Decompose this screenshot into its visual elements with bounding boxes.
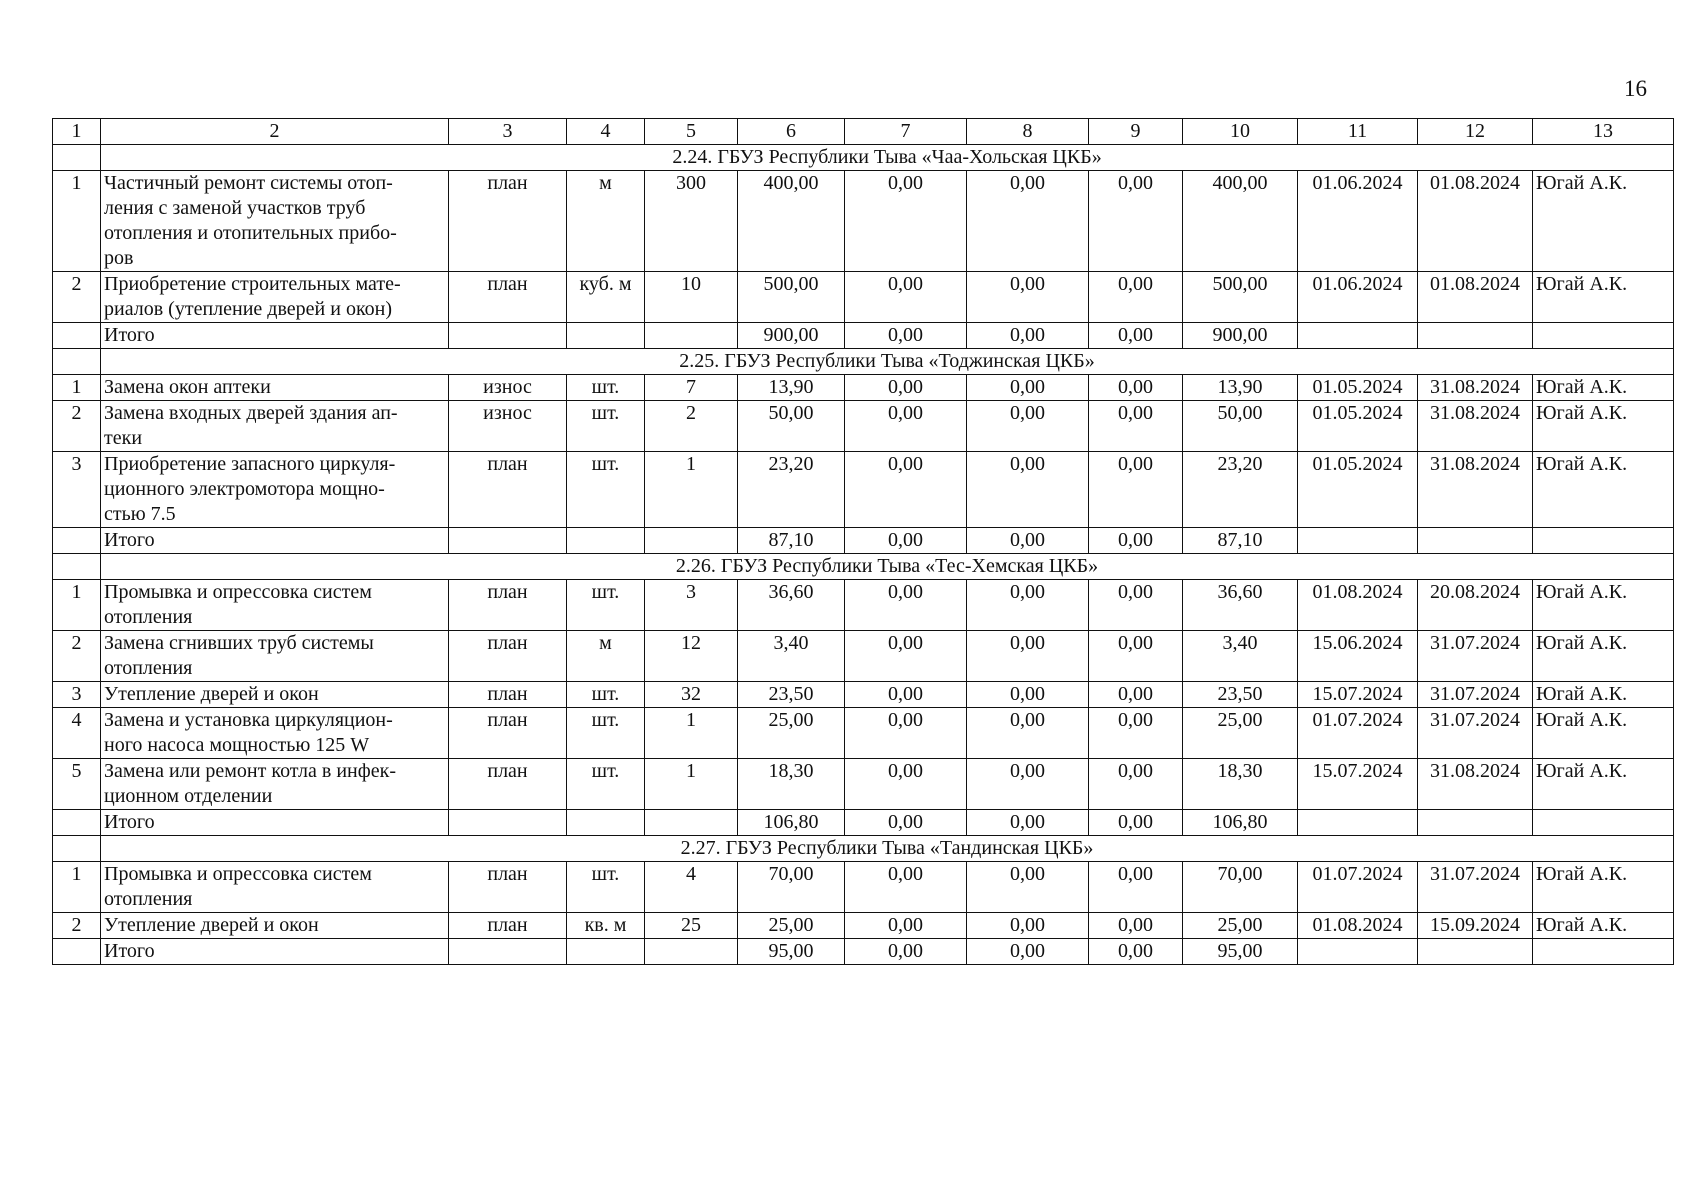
amount-col7: 0,00 xyxy=(845,375,967,401)
total-blank xyxy=(1298,528,1418,554)
table-row xyxy=(53,580,1674,631)
column-header: 12 xyxy=(1418,119,1533,145)
total-c6: 900,00 xyxy=(738,323,845,349)
item-name: Промывка и опрессовка систем отопления xyxy=(101,580,449,631)
amount-col10: 23,50 xyxy=(1183,682,1298,708)
amount-col9: 0,00 xyxy=(1089,580,1183,631)
amount-col6: 36,60 xyxy=(738,580,845,631)
amount-col7: 0,00 xyxy=(845,401,967,452)
section-header-row xyxy=(53,145,1674,171)
amount-col6: 400,00 xyxy=(738,171,845,272)
amount-col9: 0,00 xyxy=(1089,401,1183,452)
amount-col8: 0,00 xyxy=(967,272,1089,323)
amount-col6: 23,50 xyxy=(738,682,845,708)
item-name: Замена входных дверей здания ап- теки xyxy=(101,401,449,452)
section-blank xyxy=(53,836,101,862)
unit: м xyxy=(567,171,645,272)
amount-col7: 0,00 xyxy=(845,759,967,810)
total-c10: 87,10 xyxy=(1183,528,1298,554)
table-body xyxy=(53,119,1674,965)
end-date: 01.08.2024 xyxy=(1418,171,1533,272)
total-label: Итого xyxy=(101,528,449,554)
responsible-person: Югай А.К. xyxy=(1533,862,1674,913)
end-date: 31.08.2024 xyxy=(1418,375,1533,401)
amount-col6: 500,00 xyxy=(738,272,845,323)
amount-col9: 0,00 xyxy=(1089,272,1183,323)
total-blank xyxy=(53,939,101,965)
start-date: 15.07.2024 xyxy=(1298,759,1418,810)
table-row xyxy=(53,631,1674,682)
row-number: 1 xyxy=(53,375,101,401)
amount-col8: 0,00 xyxy=(967,375,1089,401)
total-c10: 106,80 xyxy=(1183,810,1298,836)
total-c8: 0,00 xyxy=(967,323,1089,349)
unit: шт. xyxy=(567,375,645,401)
end-date: 15.09.2024 xyxy=(1418,913,1533,939)
responsible-person: Югай А.К. xyxy=(1533,631,1674,682)
start-date: 15.07.2024 xyxy=(1298,682,1418,708)
end-date: 31.08.2024 xyxy=(1418,452,1533,528)
amount-col7: 0,00 xyxy=(845,580,967,631)
basis: план xyxy=(449,631,567,682)
start-date: 01.07.2024 xyxy=(1298,708,1418,759)
work-plan-table xyxy=(52,118,1674,965)
total-blank xyxy=(1533,528,1674,554)
total-blank xyxy=(1418,528,1533,554)
item-name: Промывка и опрессовка систем отопления xyxy=(101,862,449,913)
amount-col9: 0,00 xyxy=(1089,708,1183,759)
end-date: 31.07.2024 xyxy=(1418,862,1533,913)
amount-col8: 0,00 xyxy=(967,682,1089,708)
basis: план xyxy=(449,862,567,913)
total-blank xyxy=(645,810,738,836)
responsible-person: Югай А.К. xyxy=(1533,913,1674,939)
row-number: 1 xyxy=(53,862,101,913)
total-row xyxy=(53,810,1674,836)
quantity: 25 xyxy=(645,913,738,939)
amount-col9: 0,00 xyxy=(1089,862,1183,913)
amount-col10: 25,00 xyxy=(1183,913,1298,939)
start-date: 01.05.2024 xyxy=(1298,452,1418,528)
row-number: 2 xyxy=(53,913,101,939)
total-blank xyxy=(1298,323,1418,349)
page-number: 16 xyxy=(1624,76,1647,101)
item-name: Утепление дверей и окон xyxy=(101,913,449,939)
responsible-person: Югай А.К. xyxy=(1533,401,1674,452)
amount-col9: 0,00 xyxy=(1089,759,1183,810)
table-row xyxy=(53,913,1674,939)
table-row xyxy=(53,171,1674,272)
start-date: 01.05.2024 xyxy=(1298,401,1418,452)
responsible-person: Югай А.К. xyxy=(1533,682,1674,708)
amount-col10: 400,00 xyxy=(1183,171,1298,272)
amount-col7: 0,00 xyxy=(845,631,967,682)
column-header: 4 xyxy=(567,119,645,145)
end-date: 20.08.2024 xyxy=(1418,580,1533,631)
total-blank xyxy=(1418,323,1533,349)
amount-col7: 0,00 xyxy=(845,862,967,913)
amount-col6: 23,20 xyxy=(738,452,845,528)
total-blank xyxy=(645,528,738,554)
amount-col6: 18,30 xyxy=(738,759,845,810)
unit: шт. xyxy=(567,708,645,759)
item-name: Замена окон аптеки xyxy=(101,375,449,401)
total-label: Итого xyxy=(101,939,449,965)
item-name: Приобретение строительных мате- риалов (утепление дверей и окон) xyxy=(101,272,449,323)
responsible-person: Югай А.К. xyxy=(1533,580,1674,631)
amount-col10: 70,00 xyxy=(1183,862,1298,913)
responsible-person: Югай А.К. xyxy=(1533,708,1674,759)
end-date: 31.08.2024 xyxy=(1418,759,1533,810)
section-header-row xyxy=(53,554,1674,580)
total-blank xyxy=(1418,810,1533,836)
section-header-row xyxy=(53,349,1674,375)
quantity: 32 xyxy=(645,682,738,708)
section-title: 2.26. ГБУЗ Республики Тыва «Тес-Хемская ЦКБ» xyxy=(101,554,1674,580)
item-name: Замена и установка циркуляцион- ного насоса мощностью 125 W xyxy=(101,708,449,759)
amount-col6: 70,00 xyxy=(738,862,845,913)
total-blank xyxy=(645,323,738,349)
amount-col8: 0,00 xyxy=(967,862,1089,913)
total-blank xyxy=(1298,939,1418,965)
amount-col8: 0,00 xyxy=(967,759,1089,810)
amount-col8: 0,00 xyxy=(967,171,1089,272)
start-date: 01.07.2024 xyxy=(1298,862,1418,913)
basis: износ xyxy=(449,375,567,401)
total-c6: 95,00 xyxy=(738,939,845,965)
table-row xyxy=(53,375,1674,401)
amount-col7: 0,00 xyxy=(845,708,967,759)
table-row xyxy=(53,862,1674,913)
total-blank xyxy=(567,939,645,965)
table-row xyxy=(53,708,1674,759)
amount-col8: 0,00 xyxy=(967,452,1089,528)
total-c8: 0,00 xyxy=(967,810,1089,836)
column-number-header-row xyxy=(53,119,1674,145)
amount-col9: 0,00 xyxy=(1089,171,1183,272)
amount-col8: 0,00 xyxy=(967,631,1089,682)
row-number: 5 xyxy=(53,759,101,810)
total-c7: 0,00 xyxy=(845,528,967,554)
amount-col6: 25,00 xyxy=(738,913,845,939)
section-blank xyxy=(53,554,101,580)
start-date: 01.06.2024 xyxy=(1298,272,1418,323)
total-c8: 0,00 xyxy=(967,939,1089,965)
column-header: 11 xyxy=(1298,119,1418,145)
responsible-person: Югай А.К. xyxy=(1533,375,1674,401)
row-number: 3 xyxy=(53,682,101,708)
amount-col7: 0,00 xyxy=(845,452,967,528)
amount-col10: 13,90 xyxy=(1183,375,1298,401)
section-header-row xyxy=(53,836,1674,862)
row-number: 3 xyxy=(53,452,101,528)
amount-col10: 25,00 xyxy=(1183,708,1298,759)
amount-col7: 0,00 xyxy=(845,913,967,939)
column-header: 3 xyxy=(449,119,567,145)
amount-col7: 0,00 xyxy=(845,682,967,708)
amount-col6: 13,90 xyxy=(738,375,845,401)
amount-col8: 0,00 xyxy=(967,401,1089,452)
quantity: 1 xyxy=(645,708,738,759)
basis: план xyxy=(449,682,567,708)
item-name: Частичный ремонт системы отоп- ления с заменой участков труб отопления и отопительных прибо- ров xyxy=(101,171,449,272)
amount-col10: 18,30 xyxy=(1183,759,1298,810)
column-header: 8 xyxy=(967,119,1089,145)
unit: шт. xyxy=(567,682,645,708)
end-date: 31.07.2024 xyxy=(1418,708,1533,759)
amount-col6: 50,00 xyxy=(738,401,845,452)
column-header: 7 xyxy=(845,119,967,145)
unit: шт. xyxy=(567,580,645,631)
row-number: 1 xyxy=(53,171,101,272)
item-name: Утепление дверей и окон xyxy=(101,682,449,708)
start-date: 01.08.2024 xyxy=(1298,913,1418,939)
start-date: 15.06.2024 xyxy=(1298,631,1418,682)
table-row xyxy=(53,452,1674,528)
unit: шт. xyxy=(567,401,645,452)
row-number: 1 xyxy=(53,580,101,631)
basis: план xyxy=(449,171,567,272)
unit: куб. м xyxy=(567,272,645,323)
responsible-person: Югай А.К. xyxy=(1533,452,1674,528)
total-c6: 87,10 xyxy=(738,528,845,554)
amount-col10: 23,20 xyxy=(1183,452,1298,528)
column-header: 1 xyxy=(53,119,101,145)
total-c9: 0,00 xyxy=(1089,323,1183,349)
amount-col8: 0,00 xyxy=(967,913,1089,939)
amount-col9: 0,00 xyxy=(1089,913,1183,939)
total-c9: 0,00 xyxy=(1089,939,1183,965)
quantity: 2 xyxy=(645,401,738,452)
quantity: 7 xyxy=(645,375,738,401)
item-name: Приобретение запасного циркуля- ционного электромотора мощно- стью 7.5 xyxy=(101,452,449,528)
responsible-person: Югай А.К. xyxy=(1533,759,1674,810)
total-blank xyxy=(449,528,567,554)
total-blank xyxy=(53,528,101,554)
responsible-person: Югай А.К. xyxy=(1533,171,1674,272)
row-number: 2 xyxy=(53,631,101,682)
unit: шт. xyxy=(567,452,645,528)
total-blank xyxy=(1533,939,1674,965)
end-date: 01.08.2024 xyxy=(1418,272,1533,323)
total-c10: 95,00 xyxy=(1183,939,1298,965)
total-blank xyxy=(1533,323,1674,349)
total-c7: 0,00 xyxy=(845,810,967,836)
column-header: 5 xyxy=(645,119,738,145)
table-row xyxy=(53,759,1674,810)
column-header: 6 xyxy=(738,119,845,145)
total-row xyxy=(53,323,1674,349)
amount-col6: 3,40 xyxy=(738,631,845,682)
amount-col10: 36,60 xyxy=(1183,580,1298,631)
unit: шт. xyxy=(567,759,645,810)
row-number: 4 xyxy=(53,708,101,759)
total-c7: 0,00 xyxy=(845,323,967,349)
section-title: 2.25. ГБУЗ Республики Тыва «Тоджинская ЦКБ» xyxy=(101,349,1674,375)
amount-col9: 0,00 xyxy=(1089,452,1183,528)
total-c8: 0,00 xyxy=(967,528,1089,554)
quantity: 10 xyxy=(645,272,738,323)
end-date: 31.07.2024 xyxy=(1418,682,1533,708)
section-title: 2.24. ГБУЗ Республики Тыва «Чаа-Хольская ЦКБ» xyxy=(101,145,1674,171)
amount-col7: 0,00 xyxy=(845,272,967,323)
row-number: 2 xyxy=(53,272,101,323)
amount-col6: 25,00 xyxy=(738,708,845,759)
amount-col9: 0,00 xyxy=(1089,682,1183,708)
table-row xyxy=(53,272,1674,323)
amount-col9: 0,00 xyxy=(1089,631,1183,682)
quantity: 1 xyxy=(645,759,738,810)
total-row xyxy=(53,528,1674,554)
column-header: 10 xyxy=(1183,119,1298,145)
responsible-person: Югай А.К. xyxy=(1533,272,1674,323)
column-header: 2 xyxy=(101,119,449,145)
start-date: 01.08.2024 xyxy=(1298,580,1418,631)
basis: план xyxy=(449,759,567,810)
basis: план xyxy=(449,452,567,528)
total-blank xyxy=(567,528,645,554)
total-c7: 0,00 xyxy=(845,939,967,965)
unit: м xyxy=(567,631,645,682)
amount-col9: 0,00 xyxy=(1089,375,1183,401)
start-date: 01.05.2024 xyxy=(1298,375,1418,401)
total-blank xyxy=(1418,939,1533,965)
total-row xyxy=(53,939,1674,965)
total-blank xyxy=(567,323,645,349)
amount-col8: 0,00 xyxy=(967,708,1089,759)
unit: кв. м xyxy=(567,913,645,939)
total-blank xyxy=(53,323,101,349)
basis: износ xyxy=(449,401,567,452)
quantity: 1 xyxy=(645,452,738,528)
total-blank xyxy=(645,939,738,965)
row-number: 2 xyxy=(53,401,101,452)
table-row xyxy=(53,682,1674,708)
total-blank xyxy=(53,810,101,836)
quantity: 3 xyxy=(645,580,738,631)
basis: план xyxy=(449,708,567,759)
item-name: Замена сгнивших труб системы отопления xyxy=(101,631,449,682)
quantity: 12 xyxy=(645,631,738,682)
total-blank xyxy=(449,810,567,836)
quantity: 4 xyxy=(645,862,738,913)
amount-col7: 0,00 xyxy=(845,171,967,272)
item-name: Замена или ремонт котла в инфек- ционном отделении xyxy=(101,759,449,810)
total-c9: 0,00 xyxy=(1089,528,1183,554)
table-row xyxy=(53,401,1674,452)
total-blank xyxy=(449,939,567,965)
total-blank xyxy=(567,810,645,836)
total-blank xyxy=(1533,810,1674,836)
amount-col10: 3,40 xyxy=(1183,631,1298,682)
total-c10: 900,00 xyxy=(1183,323,1298,349)
amount-col10: 50,00 xyxy=(1183,401,1298,452)
section-blank xyxy=(53,349,101,375)
end-date: 31.07.2024 xyxy=(1418,631,1533,682)
section-blank xyxy=(53,145,101,171)
unit: шт. xyxy=(567,862,645,913)
total-label: Итого xyxy=(101,323,449,349)
total-blank xyxy=(449,323,567,349)
total-c6: 106,80 xyxy=(738,810,845,836)
total-blank xyxy=(1298,810,1418,836)
amount-col10: 500,00 xyxy=(1183,272,1298,323)
quantity: 300 xyxy=(645,171,738,272)
end-date: 31.08.2024 xyxy=(1418,401,1533,452)
column-header: 13 xyxy=(1533,119,1674,145)
start-date: 01.06.2024 xyxy=(1298,171,1418,272)
total-label: Итого xyxy=(101,810,449,836)
column-header: 9 xyxy=(1089,119,1183,145)
amount-col8: 0,00 xyxy=(967,580,1089,631)
section-title: 2.27. ГБУЗ Республики Тыва «Тандинская ЦКБ» xyxy=(101,836,1674,862)
basis: план xyxy=(449,913,567,939)
basis: план xyxy=(449,580,567,631)
total-c9: 0,00 xyxy=(1089,810,1183,836)
basis: план xyxy=(449,272,567,323)
